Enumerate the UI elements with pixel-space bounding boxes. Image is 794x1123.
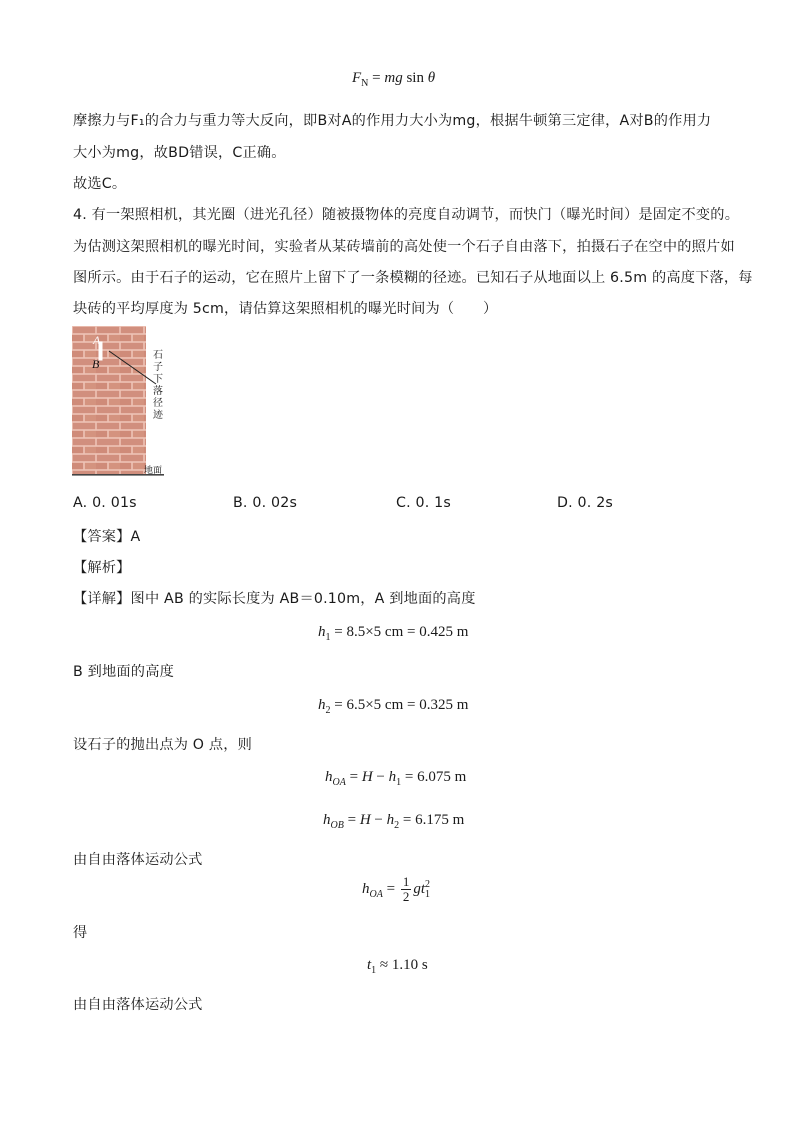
option-a: A. 0. 01s — [73, 495, 137, 511]
ground-label: 地面 — [144, 466, 163, 476]
paragraph-line: 故选C。 — [73, 176, 127, 192]
question-text: 块砖的平均厚度为 5cm，请估算这架照相机的曝光时间为（ ） — [73, 301, 498, 317]
question-text: 图所示。由于石子的运动，它在照片上留下了一条模糊的径迹。已知石子从地面以上 6.5m 的高度下落，每 — [73, 270, 753, 286]
option-d: D. 0. 2s — [557, 495, 614, 511]
paragraph-line: 摩擦力与F₁的合力与重力等大反向，即B对A的作用力大小为mg，根据牛顿第三定律，A对B的作用力 — [73, 113, 712, 129]
equation-h2: $h_2 = 6.5\times 5$ cm = 0.325 m — [318, 697, 469, 716]
equation-t1: $t_1 \approx 1.10$ s — [367, 957, 428, 976]
equation-hob: $h_{OB} = H - h_2 = 6.175$ m — [323, 812, 465, 831]
freefall-line: 由自由落体运动公式 — [73, 852, 203, 868]
de-line: 得 — [73, 925, 88, 941]
label-a: A — [93, 333, 101, 347]
option-c: C. 0. 1s — [396, 495, 451, 511]
equation-freefall: $h_{OA}$ = $\frac{1}{2}$ $gt_1^2$ — [362, 874, 430, 904]
option-b: B. 0. 02s — [233, 495, 298, 511]
answer-line: 【答案】A — [73, 529, 141, 545]
analysis-heading: 【解析】 — [73, 560, 131, 576]
question-text: 4. 有一架照相机，其光圈（进光孔径）随被摄物体的亮度自动调节，而快门（曝光时间）是固定不变的。 — [73, 207, 740, 223]
b-height-line: B 到地面的高度 — [73, 664, 174, 680]
equation-hoa: $h_{OA} = H - h_1 = 6.075$ m — [325, 769, 467, 788]
detail-line: 【详解】图中 AB 的实际长度为 AB＝0.10m，A 到地面的高度 — [73, 591, 476, 607]
equation-h1: $h_1 = 8.5\times 5$ cm = 0.425 m — [318, 624, 469, 643]
paragraph-line: 大小为mg，故BD错误，C正确。 — [73, 145, 286, 161]
equation-normal-force: $F_N$ = mg sin θ — [352, 70, 436, 89]
trace-label: 石子下落径迹 — [153, 350, 163, 421]
question-text: 为估测这架照相机的曝光时间，实验者从某砖墙前的高处使一个石子自由落下，拍摄石子在空中的照片如 — [73, 239, 735, 255]
brick-wall-figure — [72, 326, 168, 484]
label-b: B — [92, 357, 100, 371]
brick-wall — [72, 326, 146, 474]
freefall-line: 由自由落体运动公式 — [73, 997, 203, 1013]
o-point-line: 设石子的抛出点为 O 点，则 — [73, 737, 253, 753]
